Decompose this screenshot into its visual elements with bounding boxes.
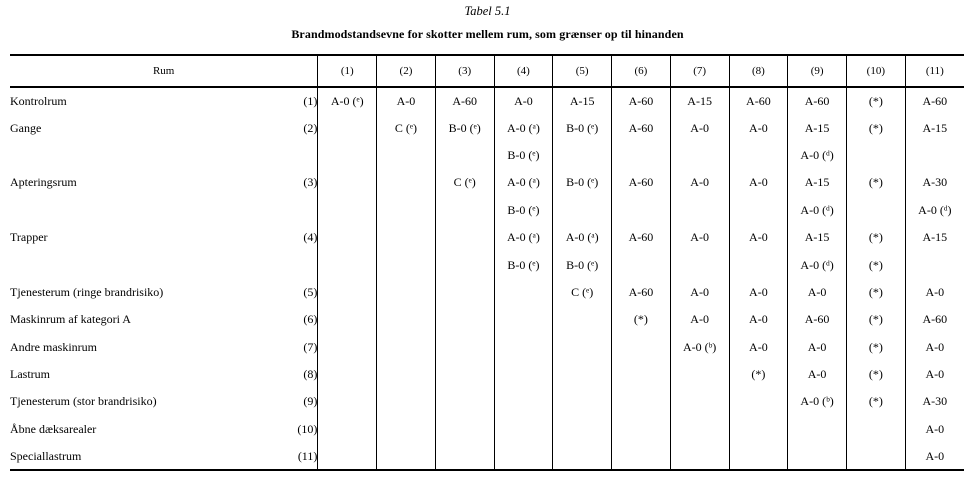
table-cell: [318, 334, 377, 361]
header-col-11: (11): [905, 55, 964, 87]
table-cell: [670, 142, 729, 169]
table-cell: A-60: [435, 87, 494, 114]
table-cell: B-0 (ᵉ): [494, 251, 553, 278]
header-col-7: (7): [670, 55, 729, 87]
table-cell: A-0: [670, 224, 729, 251]
row-number: (10): [297, 421, 318, 436]
table-cell: [670, 251, 729, 278]
table-cell: [494, 361, 553, 388]
table-cell: [435, 224, 494, 251]
table-cell: A-0: [905, 361, 964, 388]
table-cell: [612, 197, 671, 224]
table-cell: [494, 388, 553, 415]
table-cell: C (ᵉ): [377, 114, 436, 141]
table-cell: A-60: [905, 87, 964, 114]
table-cell: [729, 443, 788, 470]
table-cell: A-60: [612, 169, 671, 196]
table-cell: A-0: [788, 334, 847, 361]
table-cell: C (ᵉ): [435, 169, 494, 196]
table-caption: Tabel 5.1: [464, 4, 511, 18]
row-label: Åbne dæksarealer: [10, 421, 97, 436]
table-cell: A-0: [670, 306, 729, 333]
table-cell: [318, 443, 377, 470]
table-cell: (*): [846, 87, 905, 114]
table-cell: [670, 388, 729, 415]
row-number: (6): [303, 312, 318, 327]
table-row: [10, 224, 964, 251]
table-cell: [670, 416, 729, 443]
table-cell: [435, 251, 494, 278]
table-cell: [494, 334, 553, 361]
header-col-5: (5): [553, 55, 612, 87]
table-cell: [905, 251, 964, 278]
table-cell: [377, 251, 436, 278]
table-cell: [846, 416, 905, 443]
row-label: Speciallastrum: [10, 443, 255, 470]
table-cell: A-0 (ᵃ): [494, 169, 553, 196]
table-cell: [377, 306, 436, 333]
table-cell: (*): [846, 279, 905, 306]
table-cell: A-60: [905, 306, 964, 333]
table-cell: A-60: [729, 87, 788, 114]
table-cell: [612, 142, 671, 169]
table-cell: A-0: [729, 224, 788, 251]
table-cell: [729, 416, 788, 443]
row-label: [10, 197, 255, 224]
table-row: [10, 416, 964, 443]
table-cell: A-0 (ᵈ): [905, 197, 964, 224]
table-row: [10, 114, 964, 141]
header-col-10: (10): [846, 55, 905, 87]
table-cell: [553, 142, 612, 169]
table-cell: A-0: [729, 279, 788, 306]
table-cell: [670, 197, 729, 224]
table-cell: [435, 334, 494, 361]
table-cell: B-0 (ᵉ): [553, 251, 612, 278]
table-cell: [729, 251, 788, 278]
table-cell: (*): [846, 306, 905, 333]
header-col-3: (3): [435, 55, 494, 87]
table-row: [10, 361, 964, 388]
table-cell: (*): [846, 224, 905, 251]
table-cell: (*): [612, 306, 671, 333]
table-cell: [553, 306, 612, 333]
table-cell: [377, 388, 436, 415]
table-row: [10, 334, 964, 361]
table-cell: A-60: [788, 306, 847, 333]
row-number: (2): [303, 120, 318, 135]
table-cell: (*): [729, 361, 788, 388]
table-cell: [729, 388, 788, 415]
table-cell: [435, 142, 494, 169]
table-cell: [377, 169, 436, 196]
table-cell: [788, 416, 847, 443]
table-cell: A-0: [905, 279, 964, 306]
table-cell: A-15: [670, 87, 729, 114]
table-cell: [318, 224, 377, 251]
table-cell: [494, 443, 553, 470]
table-cell: A-0: [905, 334, 964, 361]
row-label: Gange: [10, 120, 42, 135]
row-label: Lastrum: [10, 367, 50, 382]
header-col-9: (9): [788, 55, 847, 87]
table-cell: [377, 224, 436, 251]
row-number: (9): [303, 394, 318, 409]
table-cell: A-0: [670, 169, 729, 196]
table-cell: [729, 197, 788, 224]
row-label: Tjenesterum (stor brandrisiko): [10, 394, 157, 409]
table-cell: [846, 443, 905, 470]
row-number: [255, 251, 318, 278]
table-cell: [318, 416, 377, 443]
table-row: [10, 197, 964, 224]
table-cell: A-0 (ᵇ): [670, 334, 729, 361]
table-cell: A-0 (ᵇ): [788, 388, 847, 415]
table-cell: [494, 279, 553, 306]
table-cell: [670, 361, 729, 388]
table-cell: A-15: [905, 114, 964, 141]
row-number: (1): [303, 93, 318, 108]
table-row: [10, 142, 964, 169]
table-cell: (*): [846, 169, 905, 196]
row-number: (4): [303, 230, 318, 245]
table-cell: (*): [846, 388, 905, 415]
table-cell: B-0 (ᵉ): [435, 114, 494, 141]
table-cell: [846, 197, 905, 224]
fire-resistance-table: [10, 54, 964, 471]
table-cell: [553, 416, 612, 443]
table-cell: [612, 251, 671, 278]
table-cell: [612, 416, 671, 443]
table-body: [10, 87, 964, 470]
header-rum: Rum: [10, 55, 318, 87]
table-cell: [377, 197, 436, 224]
table-cell: [435, 306, 494, 333]
table-cell: A-0: [494, 87, 553, 114]
table-cell: [377, 361, 436, 388]
table-cell: [846, 142, 905, 169]
table-cell: [435, 416, 494, 443]
table-cell: [905, 142, 964, 169]
table-cell: [318, 197, 377, 224]
table-cell: [553, 443, 612, 470]
row-label: Andre maskinrum: [10, 339, 97, 354]
table-cell: [318, 361, 377, 388]
table-cell: [318, 169, 377, 196]
table-cell: [670, 443, 729, 470]
table-cell: A-0: [729, 306, 788, 333]
row-label: Tjenesterum (ringe brandrisiko): [10, 284, 164, 299]
table-row: [10, 279, 964, 306]
row-number: [255, 197, 318, 224]
table-cell: [318, 279, 377, 306]
table-cell: A-0 (ᵈ): [788, 197, 847, 224]
table-cell: A-60: [612, 87, 671, 114]
table-cell: A-60: [788, 87, 847, 114]
table-title: Brandmodstandsevne for skotter mellem rum, som grænser op til hinanden: [291, 27, 684, 41]
table-cell: [377, 334, 436, 361]
table-cell: [553, 334, 612, 361]
table-cell: A-0 (ᵉ): [318, 87, 377, 114]
table-cell: A-15: [553, 87, 612, 114]
header-col-4: (4): [494, 55, 553, 87]
table-cell: A-0: [729, 114, 788, 141]
table-cell: (*): [846, 114, 905, 141]
table-cell: A-30: [905, 169, 964, 196]
table-cell: [788, 443, 847, 470]
table-cell: [435, 388, 494, 415]
table-cell: A-15: [788, 169, 847, 196]
table-cell: (*): [846, 334, 905, 361]
table-cell: B-0 (ᵉ): [553, 169, 612, 196]
table-cell: [435, 197, 494, 224]
table-cell: [612, 334, 671, 361]
table-cell: [377, 416, 436, 443]
table-cell: [318, 251, 377, 278]
table-row: [10, 169, 964, 196]
table-cell: C (ᵉ): [553, 279, 612, 306]
table-cell: A-0 (ᵈ): [788, 142, 847, 169]
row-number: (5): [303, 284, 318, 299]
table-cell: [494, 306, 553, 333]
table-row: [10, 443, 964, 470]
table-row: [10, 251, 964, 278]
table-cell: A-15: [905, 224, 964, 251]
header-col-6: (6): [612, 55, 671, 87]
row-number: (7): [303, 339, 318, 354]
table-cell: A-15: [788, 224, 847, 251]
table-cell: B-0 (ᵉ): [494, 197, 553, 224]
table-cell: A-60: [612, 114, 671, 141]
row-label: [10, 251, 255, 278]
table-cell: A-60: [612, 224, 671, 251]
row-number: (8): [303, 367, 318, 382]
table-cell: [435, 279, 494, 306]
table-cell: A-0: [729, 334, 788, 361]
table-cell: A-0: [670, 279, 729, 306]
table-row: [10, 306, 964, 333]
table-cell: A-15: [788, 114, 847, 141]
table-cell: [435, 443, 494, 470]
table-cell: (*): [846, 361, 905, 388]
table-cell: A-0: [377, 87, 436, 114]
table-cell: A-0 (ᵈ): [788, 251, 847, 278]
table-cell: [377, 142, 436, 169]
table-cell: [553, 197, 612, 224]
table-cell: [612, 443, 671, 470]
table-row: [10, 87, 964, 114]
row-number: (11): [255, 443, 318, 470]
table-cell: A-0: [729, 169, 788, 196]
table-cell: A-0: [905, 443, 964, 470]
table-cell: A-0: [670, 114, 729, 141]
table-cell: A-0: [788, 361, 847, 388]
table-cell: [494, 416, 553, 443]
table-cell: [318, 306, 377, 333]
table-cell: [435, 361, 494, 388]
table-cell: (*): [846, 251, 905, 278]
header-row: [10, 55, 964, 87]
table-cell: A-60: [612, 279, 671, 306]
header-col-1: (1): [318, 55, 377, 87]
table-cell: [553, 361, 612, 388]
header-col-2: (2): [377, 55, 436, 87]
table-cell: [377, 443, 436, 470]
row-label: Maskinrum af kategori A: [10, 312, 131, 327]
row-label: Kontrolrum: [10, 93, 67, 108]
table-cell: [729, 142, 788, 169]
table-cell: B-0 (ᵉ): [553, 114, 612, 141]
table-cell: A-0 (ᵃ): [494, 224, 553, 251]
row-label: Apteringsrum: [10, 175, 77, 190]
table-cell: [318, 388, 377, 415]
table-cell: A-0: [905, 416, 964, 443]
table-cell: A-0: [788, 279, 847, 306]
table-cell: [553, 388, 612, 415]
table-cell: [318, 114, 377, 141]
header-col-8: (8): [729, 55, 788, 87]
table-cell: A-0 (ᵃ): [553, 224, 612, 251]
row-number: (3): [303, 175, 318, 190]
row-number: [255, 142, 318, 169]
table-cell: A-30: [905, 388, 964, 415]
row-label: [10, 142, 255, 169]
table-cell: [318, 142, 377, 169]
table-cell: B-0 (ᵉ): [494, 142, 553, 169]
table-cell: [612, 388, 671, 415]
table-cell: A-0 (ᵃ): [494, 114, 553, 141]
table-cell: [377, 279, 436, 306]
table-cell: [612, 361, 671, 388]
table-row: [10, 388, 964, 415]
row-label: Trapper: [10, 230, 48, 245]
